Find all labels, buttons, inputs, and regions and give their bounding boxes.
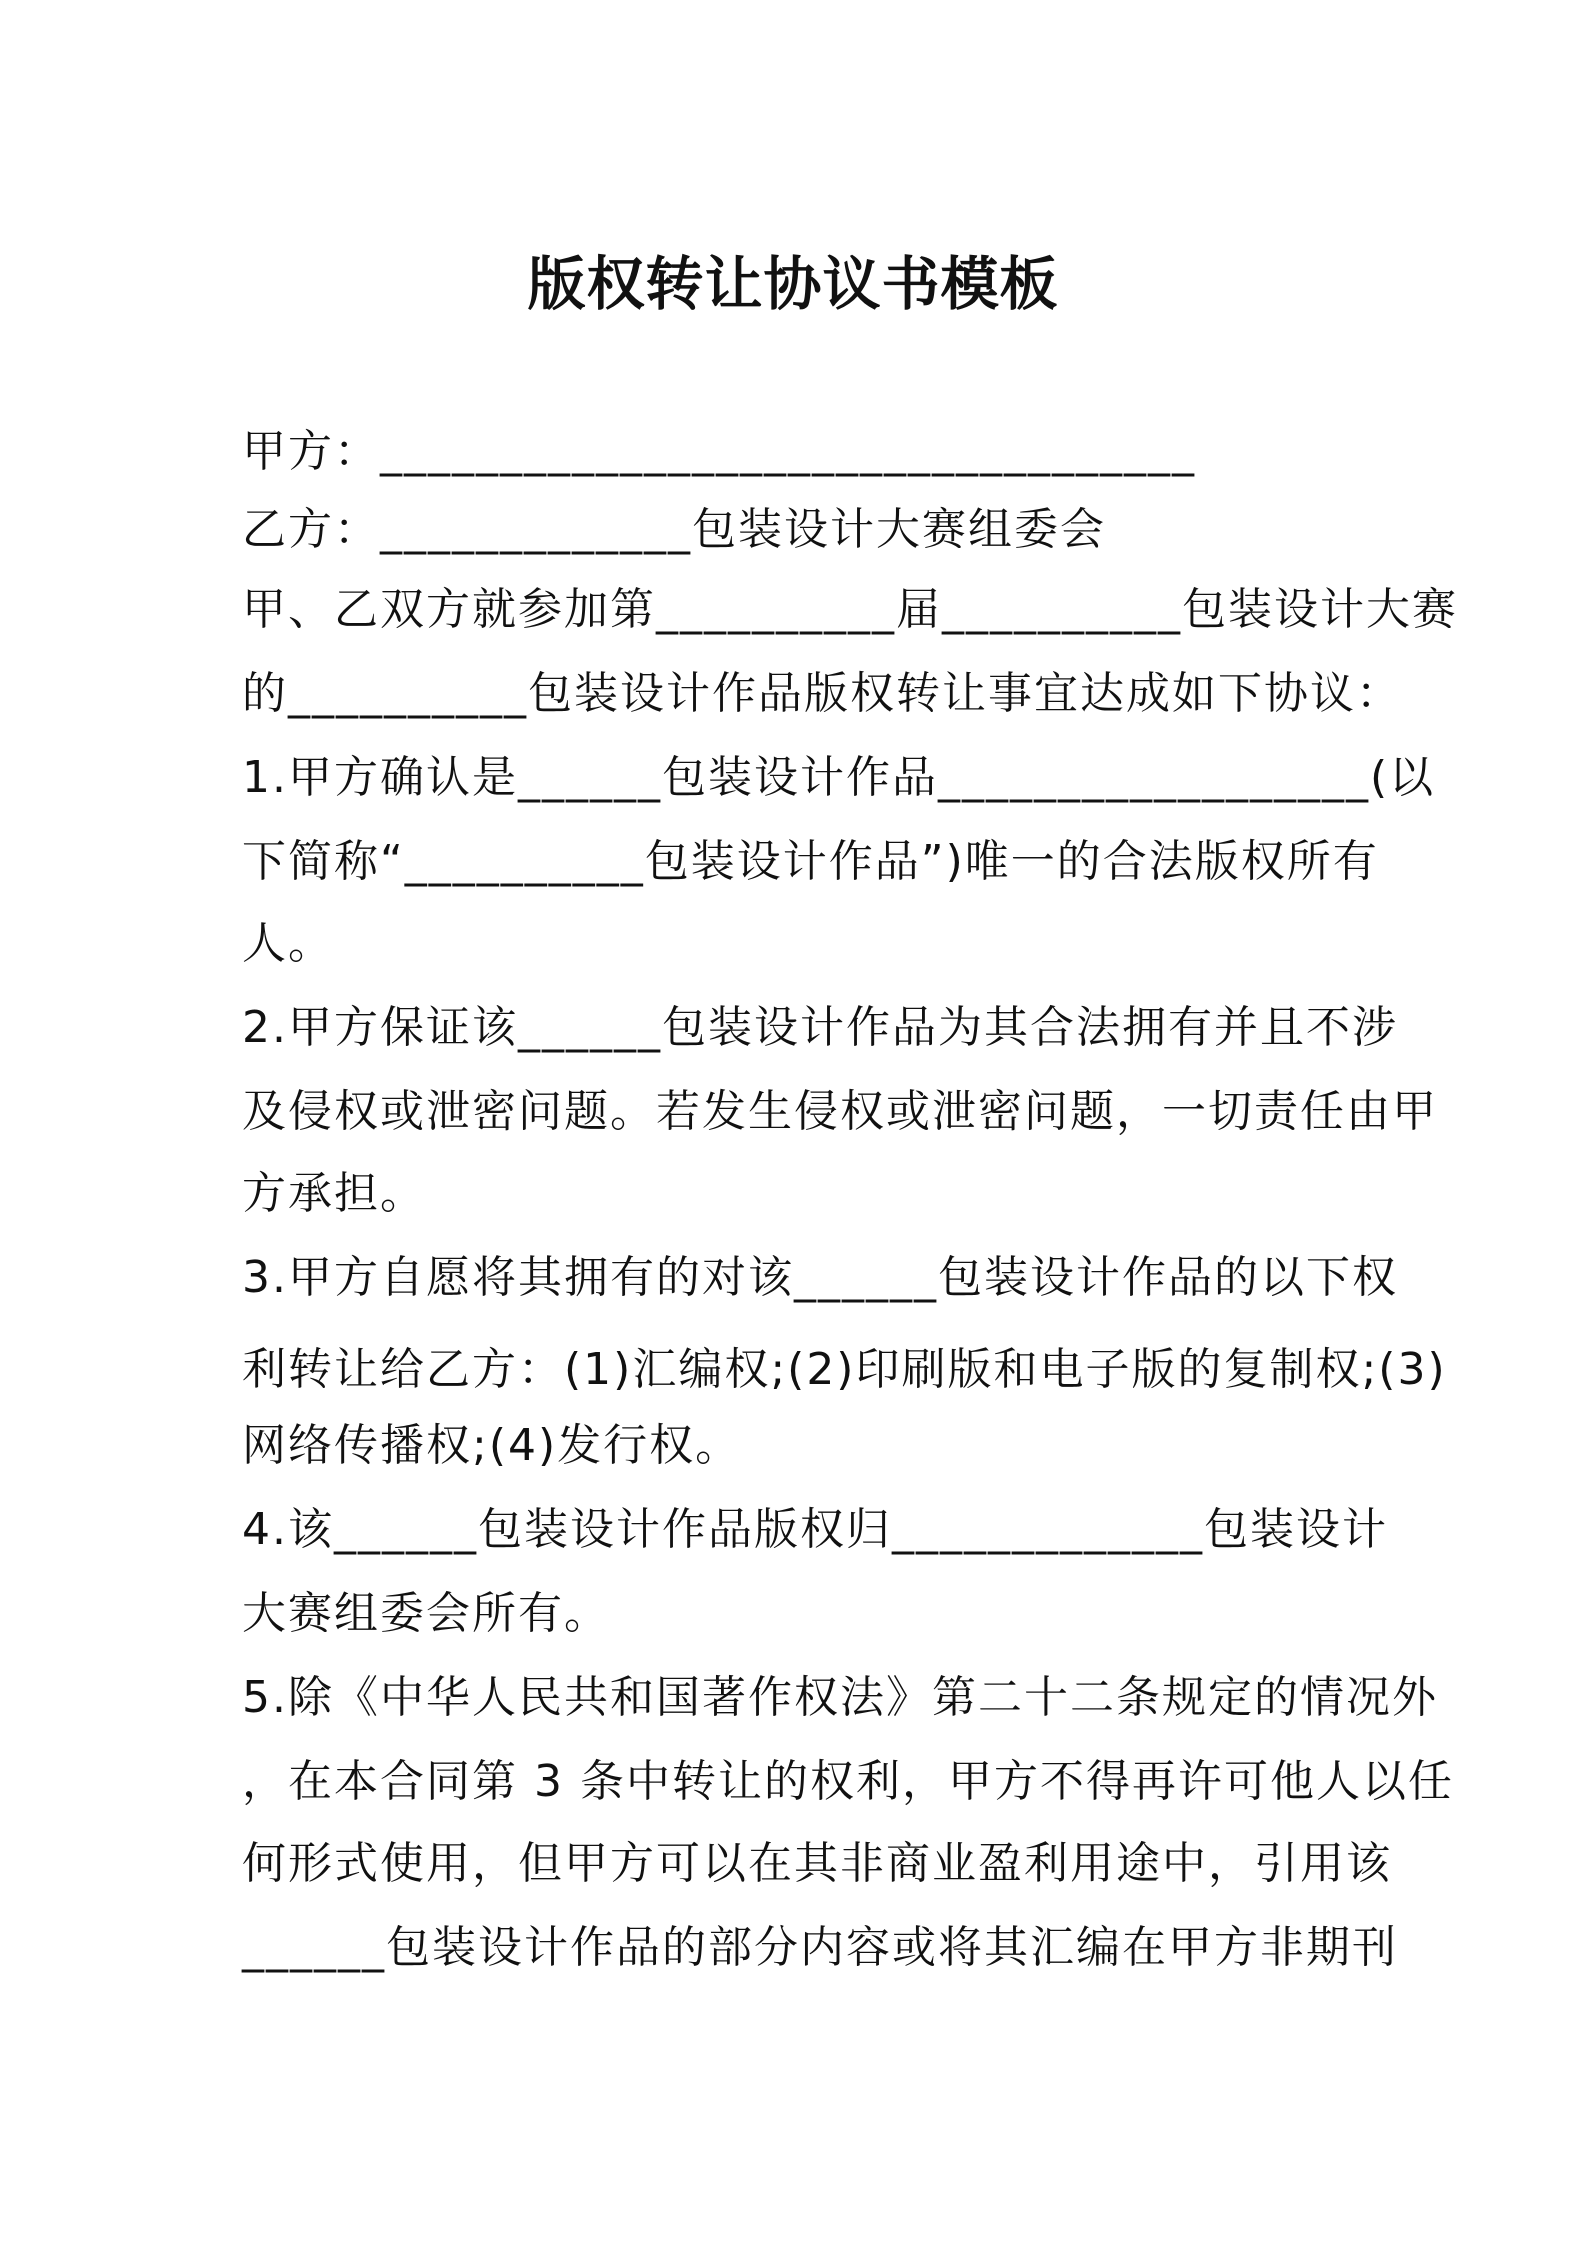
preamble-line-2: 的__________包装设计作品版权转让事宜达成如下协议： bbox=[242, 668, 1402, 719]
clause-1-line-2: 下简称“__________包装设计作品”)唯一的合法版权所有 bbox=[242, 836, 1379, 887]
clause-5-line-4: ______包装设计作品的部分内容或将其汇编在甲方非期刊 bbox=[242, 1922, 1398, 1973]
party-a-line: 甲方：__________________________________ bbox=[242, 426, 1196, 477]
clause-3-line-2: 利转让给乙方：(1)汇编权;(2)印刷版和电子版的复制权;(3) bbox=[242, 1344, 1447, 1395]
clause-5-line-2: ，在本合同第 3 条中转让的权利，甲方不得再许可他人以任 bbox=[242, 1756, 1454, 1807]
clause-2-line-3: 方承担。 bbox=[242, 1168, 426, 1219]
preamble-line-1: 甲、乙双方就参加第__________届__________包装设计大赛 bbox=[242, 584, 1458, 635]
clause-4-line-1: 4.该______包装设计作品版权归_____________包装设计 bbox=[242, 1504, 1388, 1555]
party-b-line: 乙方：_____________包装设计大赛组委会 bbox=[242, 504, 1106, 555]
clause-3-line-3: 网络传播权;(4)发行权。 bbox=[242, 1420, 742, 1471]
clause-2-line-2: 及侵权或泄密问题。若发生侵权或泄密问题，一切责任由甲 bbox=[242, 1086, 1438, 1137]
clause-4-line-2: 大赛组委会所有。 bbox=[242, 1588, 610, 1639]
clause-2-line-1: 2.甲方保证该______包装设计作品为其合法拥有并且不涉 bbox=[242, 1002, 1398, 1053]
clause-1-line-1: 1.甲方确认是______包装设计作品__________________(以 bbox=[242, 752, 1436, 803]
clause-1-line-3: 人。 bbox=[242, 918, 334, 969]
clause-5-line-1: 5.除《中华人民共和国著作权法》第二十二条规定的情况外 bbox=[242, 1672, 1438, 1723]
document-title: 版权转让协议书模板 bbox=[527, 250, 1059, 318]
clause-3-line-1: 3.甲方自愿将其拥有的对该______包装设计作品的以下权 bbox=[242, 1252, 1398, 1303]
clause-5-line-3: 何形式使用，但甲方可以在其非商业盈利用途中，引用该 bbox=[242, 1838, 1392, 1889]
